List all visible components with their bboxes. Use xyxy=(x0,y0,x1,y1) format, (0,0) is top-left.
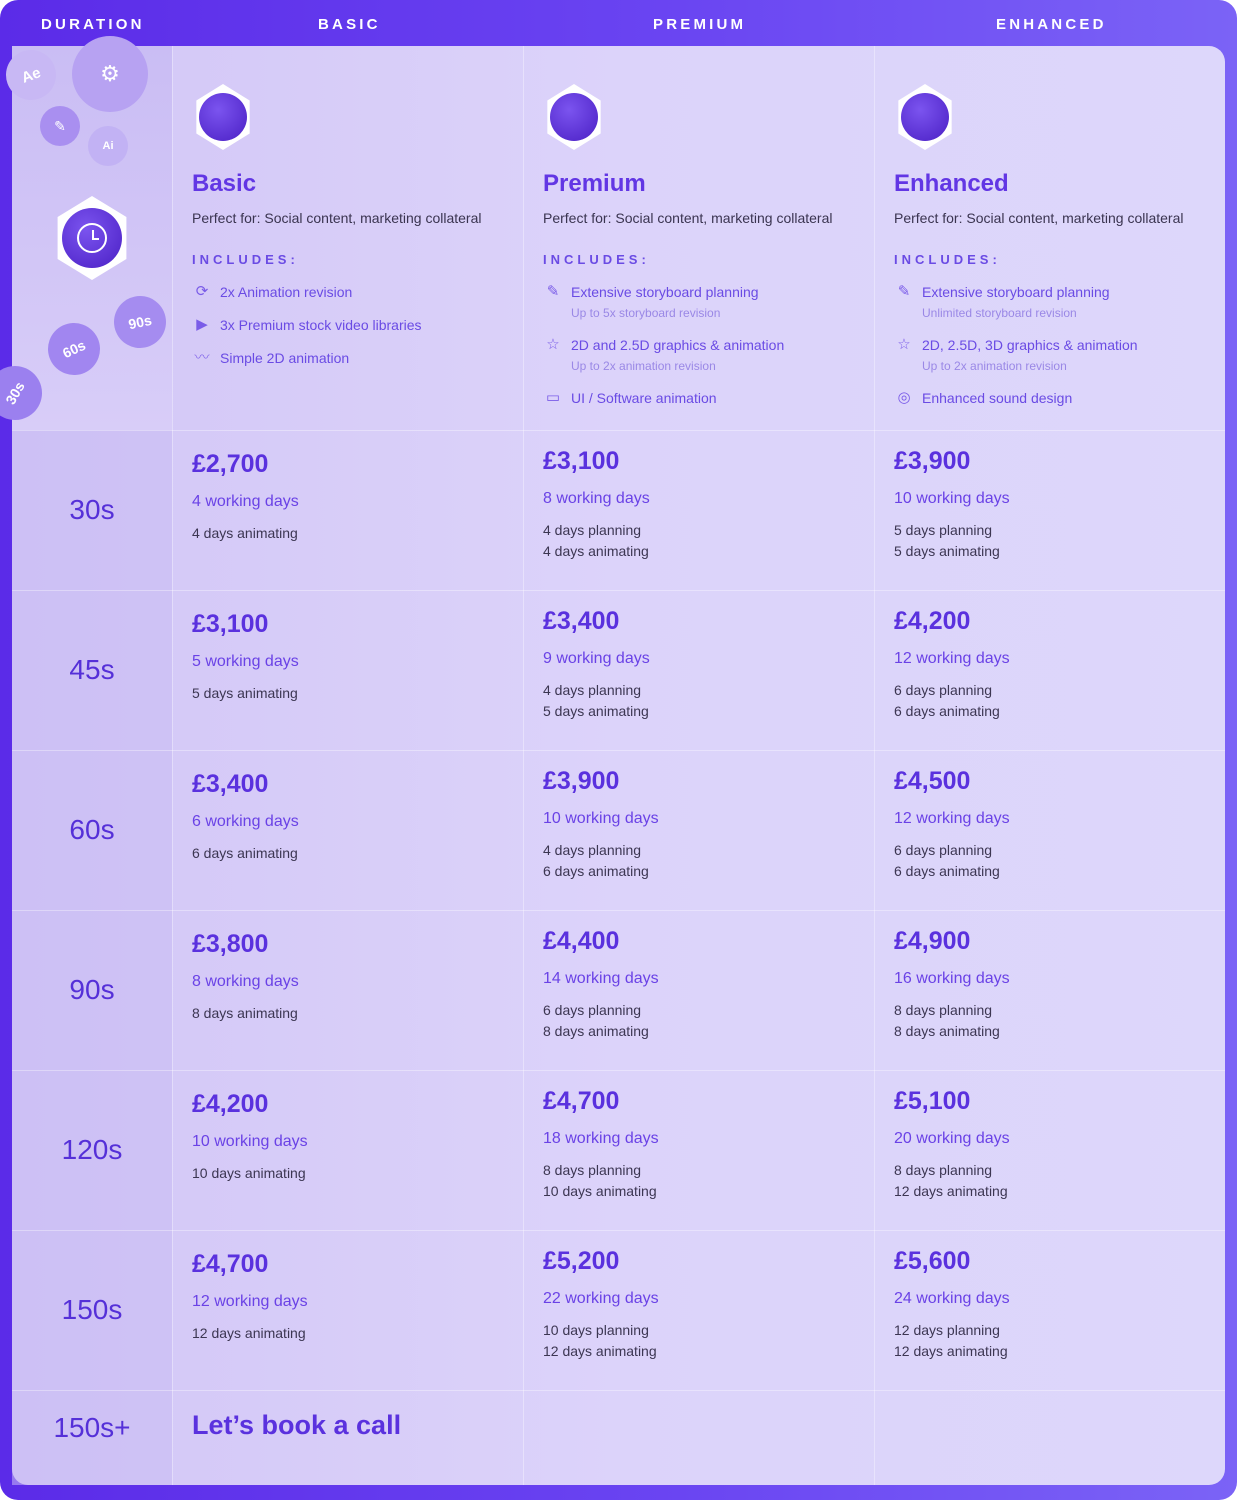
price-cell-premium xyxy=(543,447,873,562)
schedule-line: 10 days planning xyxy=(543,1322,649,1338)
schedule-line: 6 days animating xyxy=(894,703,1000,719)
price-cell-premium xyxy=(543,767,873,882)
price: £3,800 xyxy=(192,930,269,958)
illustrator-bubble: Ai xyxy=(88,126,128,166)
price-cell-basic xyxy=(192,770,522,864)
schedule-line: 4 days animating xyxy=(543,543,649,559)
feather-icon: ✎ xyxy=(897,283,911,300)
price: £4,200 xyxy=(894,607,971,635)
feature-item: ✎ Extensive storyboard planning Up to 5x storyboard revision xyxy=(543,283,759,321)
duration-label: 90s xyxy=(69,974,115,1005)
feature-item: ◎ Enhanced sound design xyxy=(894,389,1072,407)
price-cell-basic xyxy=(192,930,522,1024)
schedule-line: 8 days animating xyxy=(543,1023,649,1039)
bubble-30s: 30s xyxy=(0,356,52,430)
refresh-icon: ⟳ xyxy=(195,283,209,300)
schedule-details xyxy=(192,843,522,864)
price-cell-enhanced xyxy=(894,1087,1224,1202)
header-premium: PREMIUM xyxy=(653,16,747,33)
schedule-details xyxy=(894,680,1224,722)
price-cell-basic xyxy=(192,610,522,704)
schedule-details xyxy=(894,1000,1224,1042)
price: £3,100 xyxy=(192,610,269,638)
working-days: 10 working days xyxy=(543,810,659,827)
price: £3,400 xyxy=(192,770,269,798)
price: £3,900 xyxy=(543,767,620,795)
bubble-90s: 90s xyxy=(109,291,171,353)
schedule-line: 12 days animating xyxy=(192,1325,306,1341)
includes-label: INCLUDES: xyxy=(894,252,1001,267)
star-icon: ☆ xyxy=(546,336,560,353)
tool-icon: ✎ xyxy=(40,106,80,146)
duration-label: 150s xyxy=(61,1294,123,1325)
working-days: 24 working days xyxy=(894,1290,1010,1307)
working-days: 5 working days xyxy=(192,653,299,670)
tier-enhanced xyxy=(874,46,1225,430)
schedule-line: 4 days animating xyxy=(192,525,298,541)
price-cell-premium xyxy=(543,607,873,722)
price-cell-basic xyxy=(192,1250,522,1344)
schedule-line: 5 days animating xyxy=(192,685,298,701)
feature-item: 〰 Simple 2D animation xyxy=(192,349,349,367)
schedule-line: 8 days planning xyxy=(894,1002,993,1018)
working-days: 22 working days xyxy=(543,1290,659,1307)
schedule-details xyxy=(192,523,522,544)
tier-name: Basic xyxy=(192,170,257,197)
price: £4,700 xyxy=(192,1250,269,1278)
sound-icon: ◎ xyxy=(897,389,911,406)
feature-item: ⟳ 2x Animation revision xyxy=(192,283,352,301)
price-cell-enhanced xyxy=(894,767,1224,882)
schedule-line: 12 days animating xyxy=(543,1343,657,1359)
price: £2,700 xyxy=(192,450,269,478)
feature-item: ▶ 3x Premium stock video libraries xyxy=(192,316,422,334)
schedule-line: 8 days planning xyxy=(894,1162,993,1178)
duration-label: 150s+ xyxy=(53,1412,131,1443)
feature-item: ☆ 2D and 2.5D graphics & animation Up to 2x animation revision xyxy=(543,336,784,374)
schedule-line: 6 days animating xyxy=(543,863,649,879)
price-cell-enhanced xyxy=(894,447,1224,562)
book-call-link[interactable]: Let’s book a call xyxy=(192,1410,402,1440)
schedule-line: 5 days animating xyxy=(543,703,649,719)
header-duration: DURATION xyxy=(41,16,145,33)
schedule-details xyxy=(894,1160,1224,1202)
includes-label: INCLUDES: xyxy=(543,252,650,267)
video-icon: ▶ xyxy=(196,316,208,333)
working-days: 4 working days xyxy=(192,493,299,510)
schedule-line: 12 days animating xyxy=(894,1343,1008,1359)
price: £5,600 xyxy=(894,1247,971,1275)
pricing-panel xyxy=(2,46,1225,1485)
schedule-line: 4 days planning xyxy=(543,842,642,858)
devices-icon: ▭ xyxy=(545,389,561,406)
schedule-line: 6 days animating xyxy=(894,863,1000,879)
feature-item: ▭ UI / Software animation xyxy=(543,389,717,407)
schedule-line: 6 days animating xyxy=(192,845,298,861)
working-days: 12 working days xyxy=(894,650,1010,667)
duration-label: 60s xyxy=(69,814,115,845)
schedule-line: 10 days animating xyxy=(192,1165,306,1181)
header-enhanced: ENHANCED xyxy=(996,16,1107,33)
clock-icon xyxy=(77,223,107,253)
feature-item: ✎ Extensive storyboard planning Unlimited storyboard revision xyxy=(894,283,1110,321)
working-days: 6 working days xyxy=(192,813,299,830)
schedule-details xyxy=(543,840,873,882)
tier-description: Perfect for: Social content, marketing collateral xyxy=(894,210,1184,226)
price-cell-premium xyxy=(543,1087,873,1202)
schedule-details xyxy=(894,1320,1224,1362)
price-cell-premium xyxy=(543,927,873,1042)
tier-premium xyxy=(523,46,874,430)
after-effects-bubble: Ae xyxy=(0,43,63,107)
schedule-details xyxy=(543,1320,873,1362)
schedule-line: 8 days planning xyxy=(543,1162,642,1178)
working-days: 14 working days xyxy=(543,970,659,987)
feature-item: ☆ 2D, 2.5D, 3D graphics & animation Up to 2x animation revision xyxy=(894,336,1138,374)
schedule-line: 4 days planning xyxy=(543,682,642,698)
working-days: 8 working days xyxy=(543,490,650,507)
tier-name: Premium xyxy=(543,170,646,197)
header-basic: BASIC xyxy=(318,16,381,33)
schedule-details xyxy=(894,520,1224,562)
hero-decoration xyxy=(2,46,172,430)
price: £4,200 xyxy=(192,1090,269,1118)
working-days: 9 working days xyxy=(543,650,650,667)
price: £4,900 xyxy=(894,927,971,955)
working-days: 10 working days xyxy=(894,490,1010,507)
star-icon: ☆ xyxy=(897,336,911,353)
price: £5,100 xyxy=(894,1087,971,1115)
includes-label: INCLUDES: xyxy=(192,252,299,267)
price-cell-enhanced xyxy=(894,607,1224,722)
schedule-details xyxy=(192,683,522,704)
schedule-line: 12 days animating xyxy=(894,1183,1008,1199)
working-days: 18 working days xyxy=(543,1130,659,1147)
schedule-line: 6 days planning xyxy=(894,842,993,858)
schedule-details xyxy=(543,1000,873,1042)
price-cell-basic xyxy=(192,1090,522,1184)
blender-icon: ⚙ xyxy=(72,36,148,112)
price: £3,900 xyxy=(894,447,971,475)
feather-icon: ✎ xyxy=(546,283,560,300)
price: £5,200 xyxy=(543,1247,620,1275)
price-cell-enhanced xyxy=(894,927,1224,1042)
schedule-details xyxy=(192,1163,522,1184)
animation-icon: 〰 xyxy=(194,349,210,366)
schedule-details xyxy=(543,1160,873,1202)
working-days: 10 working days xyxy=(192,1133,308,1150)
duration-label: 120s xyxy=(61,1134,123,1165)
galaxy-icon xyxy=(894,84,956,150)
tier-name: Enhanced xyxy=(894,170,1009,197)
schedule-details xyxy=(192,1323,522,1344)
tier-description: Perfect for: Social content, marketing collateral xyxy=(543,210,833,226)
working-days: 8 working days xyxy=(192,973,299,990)
schedule-line: 12 days planning xyxy=(894,1322,1000,1338)
schedule-line: 5 days planning xyxy=(894,522,993,538)
schedule-details xyxy=(543,680,873,722)
working-days: 12 working days xyxy=(192,1293,308,1310)
clock-badge xyxy=(52,196,132,280)
schedule-line: 4 days planning xyxy=(543,522,642,538)
schedule-line: 5 days animating xyxy=(894,543,1000,559)
tier-basic xyxy=(172,46,523,430)
schedule-line: 8 days animating xyxy=(192,1005,298,1021)
price: £3,100 xyxy=(543,447,620,475)
bubble-60s: 60s xyxy=(39,314,108,383)
price: £4,700 xyxy=(543,1087,620,1115)
price-cell-enhanced xyxy=(894,1247,1224,1362)
duration-label: 45s xyxy=(69,654,115,685)
price: £3,400 xyxy=(543,607,620,635)
schedule-details xyxy=(192,1003,522,1024)
schedule-line: 6 days planning xyxy=(543,1002,642,1018)
schedule-line: 6 days planning xyxy=(894,682,993,698)
duration-label: 30s xyxy=(69,494,115,525)
schedule-line: 10 days animating xyxy=(543,1183,657,1199)
schedule-details xyxy=(894,840,1224,882)
schedule-details xyxy=(543,520,873,562)
planet-icon xyxy=(543,84,605,150)
satellite-icon xyxy=(192,84,254,150)
price: £4,400 xyxy=(543,927,620,955)
working-days: 16 working days xyxy=(894,970,1010,987)
working-days: 20 working days xyxy=(894,1130,1010,1147)
tier-description: Perfect for: Social content, marketing collateral xyxy=(192,210,482,226)
price-cell-basic xyxy=(192,450,522,544)
schedule-line: 8 days animating xyxy=(894,1023,1000,1039)
working-days: 12 working days xyxy=(894,810,1010,827)
price: £4,500 xyxy=(894,767,971,795)
price-cell-premium xyxy=(543,1247,873,1362)
